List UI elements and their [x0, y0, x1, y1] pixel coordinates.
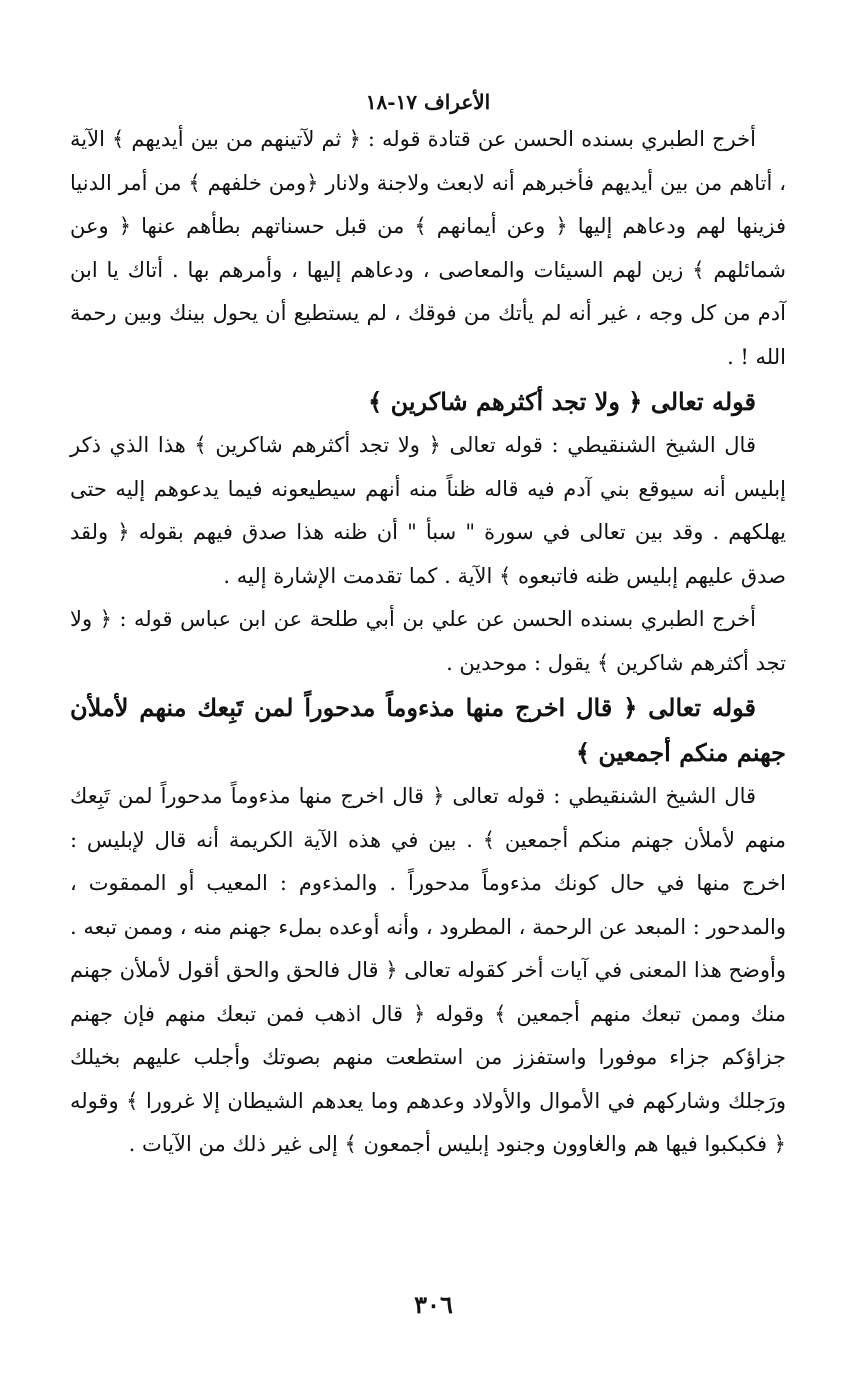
paragraph-shanqiti-shakirin: قال الشيخ الشنقيطي : قوله تعالى ﴿ ولا تجد أكثرهم شاكرين ﴾ هذا الذي ذكر إبليس أنه سيوقع بني آدم فيه قاله ظناً منه أنهم سيطيعونه فيما يدعوهم إليه حتى يهلكهم . وقد بين تعالى في سورة " سبأ " أن ظنه هذا صدق فيهم بقوله ﴿ ولقد صدق عليهم إبليس ظنه فاتبعوه ﴾ الآية . كما تقدمت الإشارة إليه .	[70, 433, 786, 588]
page-number: ٣٠٦	[414, 1290, 453, 1319]
section-heading-madhum: قوله تعالى ﴿ قال اخرج منها مذءوماً مدحوراً لمن تَبِعك منهم لأملأن جهنم منكم أجمعين ﴾	[70, 693, 786, 767]
paragraph-tabari-qatada: أخرج الطبري بسنده الحسن عن قتادة قوله : ﴿ ثم لآتينهم من بين أيديهم ﴾ الآية ، أتاهم من بين أيديهم فأخبرهم أنه لابعث ولاجنة ولانار ﴿ومن خلفهم ﴾ من أمر الدنيا فزينها لهم ودعاهم إليها ﴿ وعن أيمانهم ﴾ من قبل حسناتهم بطأهم عنها ﴿ وعن شمائلهم ﴾ زين لهم السيئات والمعاصى ، ودعاهم إليها ، وأمرهم بها . أتاك يا ابن آدم من كل وجه ، غير أنه لم يأتك من فوقك ، لم يستطيع أن يحول بينك وبين رحمة الله ! .	[70, 127, 786, 369]
section-heading-shakirin: قوله تعالى ﴿ ولا تجد أكثرهم شاكرين ﴾	[368, 387, 756, 416]
running-header: الأعراف ١٧-١٨	[365, 90, 491, 114]
paragraph-shanqiti-madhum: قال الشيخ الشنقيطي : قوله تعالى ﴿ قال اخرج منها مذءوماً مدحوراً لمن تَبِعك منهم لأملأن جهنم منكم أجمعين ﴾ . بين في هذه الآية الكريمة أنه قال لإبليس : اخرج منها في حال كونك مذءوماً مدحوراً . والمذءوم : المعيب أو الممقوت ، والمدحور : المبعد عن الرحمة ، المطرود ، وأنه أوعده بملء جهنم منه ، وممن تبعه . وأوضح هذا المعنى في آيات أخر كقوله تعالى ﴿ قال فالحق والحق أقول لأملأن جهنم منك وممن تبعك منهم أجمعين ﴾ وقوله ﴿ قال اذهب فمن تبعك منهم فإن جهنم جزاؤكم جزاء موفورا واستفزز من استطعت منهم بصوتك وأجلب عليهم بخيلك ورَجلك وشاركهم في الأموال والأولاد وعدهم وما يعدهم الشيطان إلا غرورا ﴾ وقوله ﴿ فكبكبوا فيها هم والغاوون وجنود إبليس أجمعون ﴾ إلى غير ذلك من الآيات .	[70, 784, 786, 1156]
page-content	[70, 88, 786, 1167]
paragraph-tabari-ibn-abbas: أخرج الطبري بسنده الحسن عن علي بن أبي طلحة عن ابن عباس قوله : ﴿ ولا تجد أكثرهم شاكرين ﴾ يقول : موحدين .	[70, 607, 786, 675]
